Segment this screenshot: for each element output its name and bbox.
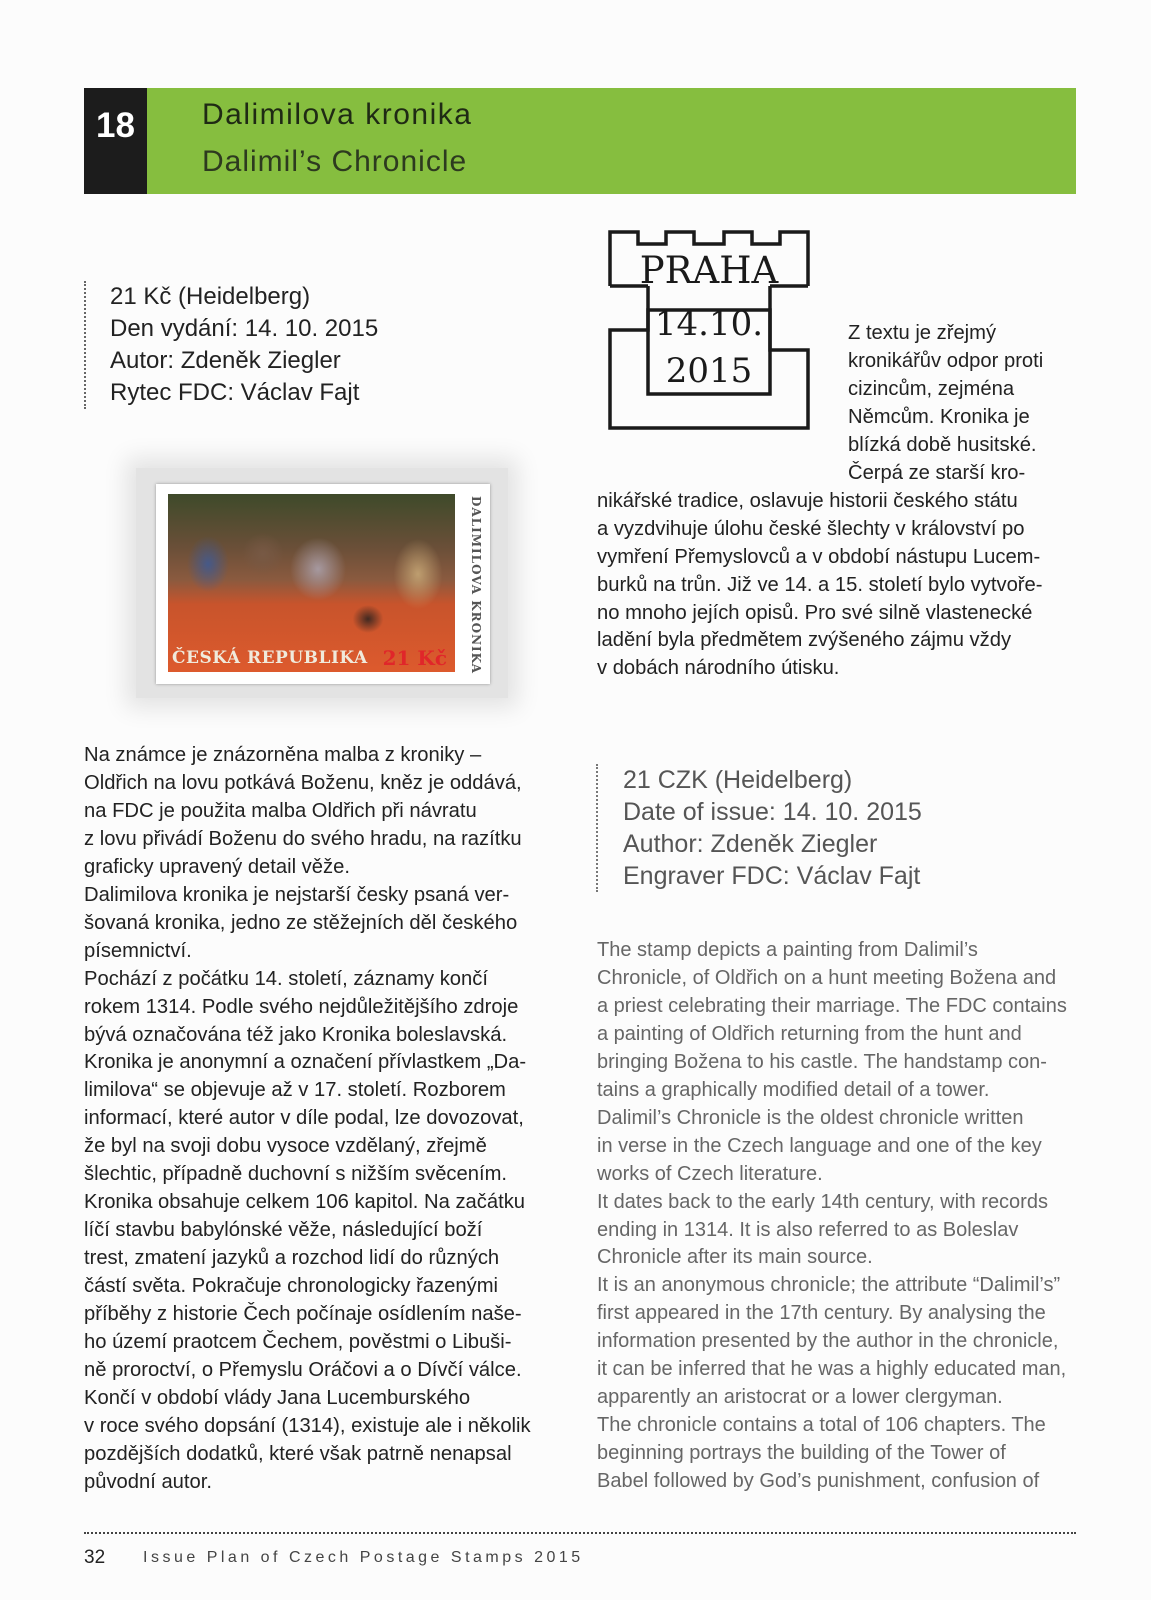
- text-line: šovaná kronika, jedno ze stěžejních děl českého: [84, 911, 518, 934]
- text-line: kronikářův odpor proti: [848, 349, 1044, 372]
- text-line: líčí stavbu babylónské věže, následující boží: [84, 1219, 483, 1242]
- info-engraver: Rytec FDC: Václav Fajt: [110, 379, 360, 406]
- text-line: first appeared in the 17th century. By analysing the: [597, 1302, 1046, 1325]
- text-line: graficky upravený detail věže.: [84, 855, 350, 878]
- text-line: Končí v období vlády Jana Lucemburského: [84, 1386, 471, 1409]
- info-issue-date: Den vydání: 14. 10. 2015: [110, 315, 379, 342]
- text-line: information presented by the author in the chronicle,: [597, 1330, 1059, 1353]
- stamp-value: 21 Kč: [382, 646, 447, 670]
- text-line: burků na trůn. Již ve 14. a 15. století bylo vytvoře-: [597, 573, 1043, 596]
- text-line: tains a graphically modified detail of a tower.: [597, 1078, 990, 1101]
- text-line: písemnictví.: [84, 939, 192, 962]
- publication-title: Issue Plan of Czech Postage Stamps 2015: [143, 1549, 584, 1566]
- text-line: Pochází z počátku 14. století, záznamy končí: [84, 967, 488, 990]
- text-line: v roce svého dopsání (1314), existuje ale i několik: [84, 1414, 531, 1437]
- text-line: že byl na svoji dobu vysoce vzdělaný, zřejmě: [84, 1135, 487, 1158]
- text-line: rokem 1314. Podle svého nejdůležitějšího zdroje: [84, 995, 519, 1018]
- stamp-image: [156, 484, 490, 684]
- text-line: částí světa. Pokračuje chronologicky řazenými: [84, 1275, 499, 1298]
- text-line: works of Czech literature.: [597, 1162, 823, 1185]
- section-number: 18: [84, 88, 147, 194]
- footer-divider: [84, 1532, 1076, 1534]
- text-line: a vyzdvihuje úlohu české šlechty v království po: [597, 517, 1025, 540]
- text-line: Na známce je znázorněna malba z kroniky –: [84, 744, 482, 766]
- text-line: no mnoho jejích opisů. Pro své silně vlastenecké: [597, 601, 1033, 624]
- text-line: původní autor.: [84, 1470, 212, 1493]
- text-line: cizincům, zejména: [848, 377, 1015, 400]
- text-line: The chronicle contains a total of 106 chapters. The: [597, 1414, 1046, 1437]
- stamp-vertical-title: DALIMILOVA KRONIKA: [469, 496, 483, 674]
- info-price: 21 Kč (Heidelberg): [110, 283, 311, 310]
- intro-paragraph-czech: [597, 320, 1079, 683]
- text-line: bývá označována též jako Kronika boleslavská.: [84, 1023, 508, 1046]
- text-line: vymření Přemyslovců a v období nástupu Lucem-: [597, 545, 1041, 568]
- text-line: a painting of Oldřich returning from the hunt and: [597, 1022, 1022, 1045]
- text-line: it can be inferred that he was a highly educated man,: [597, 1358, 1067, 1381]
- info-issue-date: Date of issue: 14. 10. 2015: [623, 798, 922, 826]
- text-line: Z textu je zřejmý: [848, 322, 997, 344]
- text-line: Kronika obsahuje celkem 106 kapitol. Na začátku: [84, 1191, 526, 1214]
- text-line: na FDC je použita malba Oldřich při návratu: [84, 799, 477, 822]
- text-line: nikářské tradice, oslavuje historii českého státu: [597, 489, 1018, 512]
- info-author: Author: Zdeněk Ziegler: [623, 830, 878, 858]
- body-text-english: [597, 937, 1087, 1496]
- text-line: Oldřich na lovu potkává Boženu, kněz je oddává,: [84, 771, 522, 794]
- text-line: Němcům. Kronika je: [848, 405, 1030, 428]
- text-line: It is an anonymous chronicle; the attribute “Dalimil’s”: [597, 1274, 1061, 1297]
- info-engraver: Engraver FDC: Václav Fajt: [623, 862, 921, 890]
- stamp-country: ČESKÁ REPUBLIKA: [172, 648, 368, 668]
- info-price: 21 CZK (Heidelberg): [623, 766, 853, 794]
- text-line: Kronika je anonymní a označení přívlastkem „Da-: [84, 1051, 527, 1074]
- text-line: blízká době husitské.: [848, 433, 1037, 456]
- text-line: v dobách národního útisku.: [597, 657, 840, 680]
- text-line: Čerpá ze starší kro-: [848, 461, 1026, 484]
- text-line: a priest celebrating their marriage. The FDC contains: [597, 994, 1067, 1017]
- text-line: Dalimilova kronika je nejstarší česky psaná ver-: [84, 883, 510, 906]
- text-line: bringing Božena to his castle. The handstamp con-: [597, 1050, 1047, 1073]
- text-line: limilova“ se objevuje až v 17. století. Rozborem: [84, 1079, 506, 1102]
- title-czech: Dalimilova kronika: [202, 98, 473, 131]
- title-english: Dalimil’s Chronicle: [202, 145, 468, 178]
- text-line: ending in 1314. It is also referred to as Boleslav: [597, 1218, 1019, 1241]
- text-line: z lovu přivádí Boženu do svého hradu, na razítku: [84, 827, 522, 850]
- text-line: informací, které autor v díle podal, lze dovozovat,: [84, 1107, 524, 1130]
- text-line: ho území praotcem Čechem, pověstmi o Libuši-: [84, 1331, 512, 1354]
- text-line: apparently an aristocrat or a lower clergyman.: [597, 1386, 1003, 1409]
- text-line: šlechtic, případně duchovní s nižším svěcením.: [84, 1163, 508, 1186]
- postmark-city: PRAHA: [639, 249, 779, 292]
- text-line: The stamp depicts a painting from Dalimil’s: [597, 939, 978, 961]
- text-line: trest, zmatení jazyků a rozchod lidí do různých: [84, 1247, 500, 1270]
- body-text-czech: [84, 742, 564, 1497]
- text-line: příběhy z historie Čech počínaje osídlením naše-: [84, 1303, 522, 1326]
- stamp-painting: [168, 494, 455, 672]
- info-author: Autor: Zdeněk Ziegler: [110, 347, 341, 374]
- text-line: ladění byla předmětem zvýšeného zájmu vždy: [597, 629, 1012, 652]
- text-line: in verse in the Czech language and one of the key: [597, 1134, 1042, 1157]
- text-line: Dalimil’s Chronicle is the oldest chronicle written: [597, 1106, 1024, 1129]
- perforated-edge: [143, 88, 151, 194]
- postmark-date: 14.10.: [654, 304, 764, 344]
- text-line: beginning portrays the building of the Tower of: [597, 1442, 1006, 1465]
- text-line: Chronicle, of Oldřich on a hunt meeting Božena and: [597, 966, 1057, 989]
- text-line: It dates back to the early 14th century, with records: [597, 1190, 1048, 1213]
- info-block-czech: [84, 281, 378, 409]
- info-block-english: [596, 764, 922, 892]
- text-line: ně proroctví, o Přemyslu Oráčovi a o Dívčí válce.: [84, 1358, 522, 1381]
- page-number: 32: [84, 1547, 106, 1568]
- postmark-year: 2015: [665, 351, 753, 391]
- text-line: pozdějších dodatků, které však patrně nenapsal: [84, 1442, 512, 1465]
- text-line: Babel followed by God’s punishment, confusion of: [597, 1470, 1040, 1493]
- text-line: Chronicle after its main source.: [597, 1246, 873, 1269]
